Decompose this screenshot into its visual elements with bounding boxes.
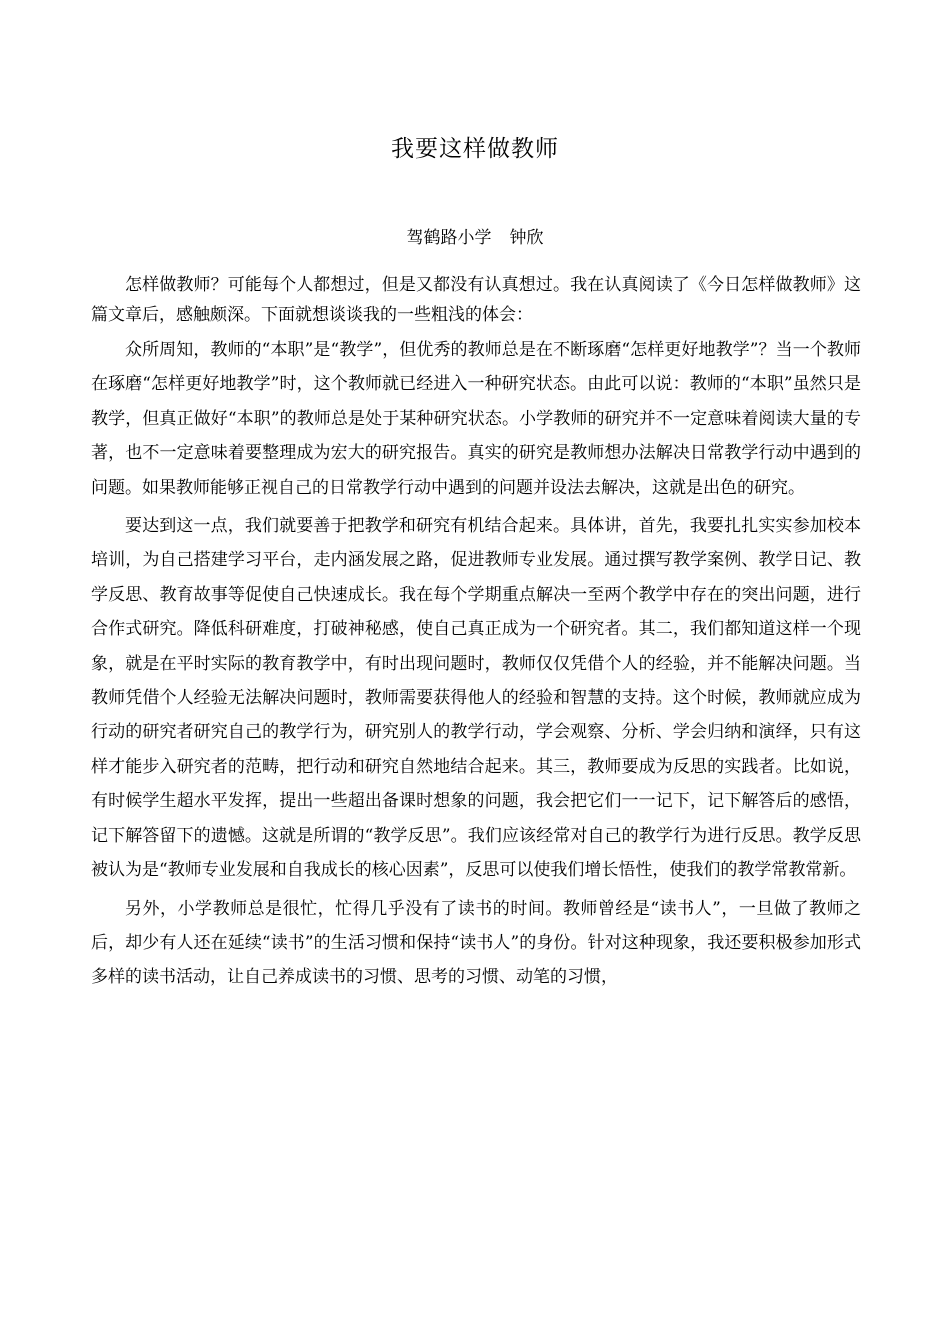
paragraph-reading: 另外，小学教师总是很忙，忙得几乎没有了读书的时间。教师曾经是“读书人”，一旦做了教师之后，却少有人还在延续“读书”的生活习惯和保持“读书人”的身份。针对这种现象，我还要积极参加形式多样的读书活动，让自己养成读书的习惯、思考的习惯、动笔的习惯， bbox=[91, 898, 861, 988]
document-body bbox=[91, 270, 861, 995]
paragraph-teaching-and-research: 要达到这一点，我们就要善于把教学和研究有机结合起来。具体讲，首先，我要扎扎实实参加校本培训，为自己搭建学习平台，走内涵发展之路，促进教师专业发展。通过撰写教学案例、教学日记、教学反思、教育故事等促使自己快速成长。我在每个学期重点解决一至两个教学中存在的突出问题，进行合作式研究。降低科研难度，打破神秘感，使自己真正成为一个研究者。其二，我们都知道这样一个现象，就是在平时实际的教育教学中，有时出现问题时，教师仅仅凭借个人的经验，并不能解决问题。当教师凭借个人经验无法解决问题时，教师需要获得他人的经验和智慧的支持。这个时候，教师就应成为行动的研究者研究自己的教学行为，研究别人的教学行动，学会观察、分析、学会归纳和演绎，只有这样才能步入研究者的范畴，把行动和研究自然地结合起来。其三，教师要成为反思的实践者。比如说，有时候学生超水平发挥，提出一些超出备课时想象的问题，我会把它们一一记下，记下解答后的感悟，记下解答留下的遗憾。这就是所谓的“教学反思”。我们应该经常对自己的教学行为进行反思。教学反思被认为是“教师专业发展和自我成长的核心因素”，反思可以使我们增长悟性，使我们的教学常教常新。 bbox=[91, 516, 861, 881]
author-school: 驾鹤路小学 bbox=[406, 228, 492, 248]
paragraph-research: 众所周知，教师的“本职”是“教学”，但优秀的教师总是在不断琢磨“怎样更好地教学”？当一个教师在琢磨“怎样更好地教学”时，这个教师就已经进入一种研究状态。由此可以说：教师的“本职”虽然只是教学，但真正做好“本职”的教师总是处于某种研究状态。小学教师的研究并不一定意味着阅读大量的专著，也不一定意味着要整理成为宏大的研究报告。真实的研究是教师想办法解决日常教学行动中遇到的问题。如果教师能够正视自己的日常教学行动中遇到的问题并设法去解决，这就是出色的研究。 bbox=[91, 340, 861, 498]
author-name: 钟欣 bbox=[509, 228, 544, 248]
author-line bbox=[0, 225, 950, 251]
paragraph-intro: 怎样做教师？可能每个人都想过，但是又都没有认真想过。我在认真阅读了《今日怎样做教师》这篇文章后，感触颇深。下面就想谈谈我的一些粗浅的体会： bbox=[91, 275, 861, 325]
document-title: 我要这样做教师 bbox=[391, 136, 559, 162]
